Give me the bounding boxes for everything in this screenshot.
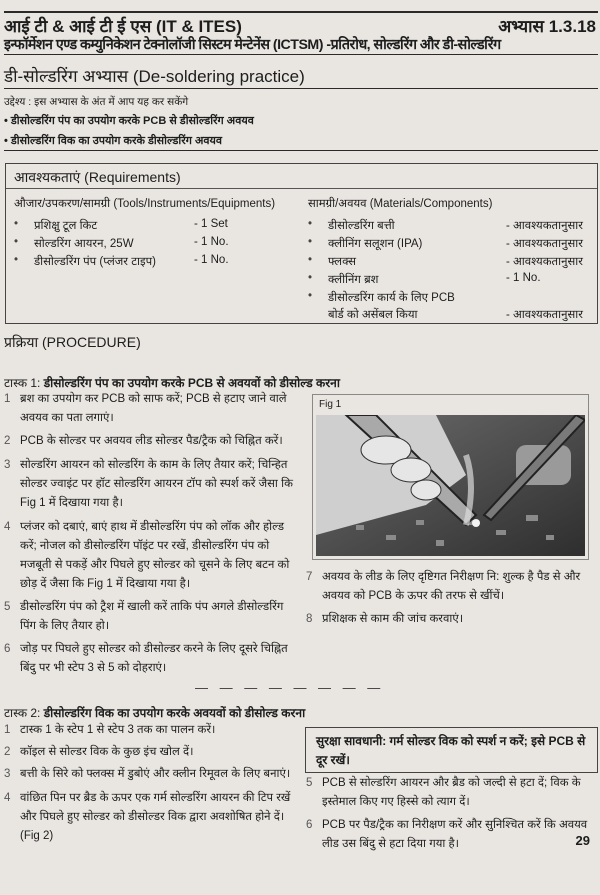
task2-step: 6 PCB पर पैड/ट्रैक का निरीक्षण करें और सुनिश्चित करें कि अवयव लीड उस बिंदु से हटा दिया गया है। <box>306 819 588 850</box>
task2-heading: टास्क 2: डीसोल्डरिंग विक का उपयोग करके अवयवों को डीसोल्ड करना <box>4 706 306 720</box>
procedure-heading: प्रक्रिया (PROCEDURE) <box>4 334 141 350</box>
tool-item: • प्रशिक्षु टूल किट - 1 Set <box>14 218 228 232</box>
task1-step: 7 अवयव के लीड के लिए दृष्टिगत निरीक्षण नि: शुल्क है पैड से और अवयव को PCB के ऊपर की तरफ से खींचें। <box>306 571 581 602</box>
material-item: • क्लीनिंग सलूशन (IPA) - आवश्यकतानुसार <box>308 236 583 250</box>
tool-item: • सोल्डरिंग आयरन, 25W - 1 No. <box>14 236 229 250</box>
figure-1 <box>312 394 589 560</box>
material-item: • फ्लक्स - आवश्यकतानुसार <box>308 254 583 268</box>
material-item: • क्लीनिंग ब्रश - 1 No. <box>308 272 541 286</box>
divider <box>6 188 597 189</box>
top-rule <box>4 11 598 13</box>
rule <box>4 88 598 89</box>
material-item-cont: बोर्ड को असेंबल किया - आवश्यकतानुसार <box>328 309 583 321</box>
task2-step: 5 PCB से सोल्डरिंग आयरन और ब्रैड को जल्दी से हटा दें; विक के इस्तेमाल किए गए हिस्से को त्याग दें। <box>306 777 581 808</box>
objectives-intro: उद्देश्य : इस अभ्यास के अंत में आप यह कर सकेंगे <box>4 96 189 108</box>
task1-heading: टास्क 1: डीसोल्डरिंग पंप का उपयोग करके PCB से अवयवों को डीसोल्ड करना <box>4 376 340 390</box>
section-separator: — — — — — — — — <box>195 680 385 695</box>
tools-heading: औजार/उपकरण/सामग्री (Tools/Instruments/Equipments) <box>14 198 276 210</box>
figure-label: Fig 1 <box>319 399 342 410</box>
task2-step: 2 कॉइल से सोल्डर विक के कुछ इंच खोल दें। <box>4 746 194 758</box>
task1-step: 4 प्लंजर को दबाएं, बाएं हाथ में डीसोल्डरिंग पंप को लॉक और होल्ड करें; नोजल को डीसोल्डरिंग पॉइंट पर रखें, डीसोल्डरिंग पंप को मजबूती से पकड़ें और पिघले हुए सोल्डर को चूसने के लिए बटन को छोड़ दें जैसा कि Fig 1 में दिखाया गया है। <box>4 521 290 590</box>
material-item: • डीसोल्डरिंग बत्ती - आवश्यकतानुसार <box>308 218 583 232</box>
materials-heading: सामग्री/अवयव (Materials/Components) <box>308 198 493 210</box>
desoldering-photo <box>316 415 585 556</box>
safety-warning-text: सुरक्षा सावधानी: गर्म सोल्डर विक को स्पर्श न करें; इसे PCB से दूर रखें। <box>316 734 586 767</box>
task1-step: 6 जोड़ पर पिघले हुए सोल्डर को डीसोल्डर करने के लिए दूसरे चिह्नित बिंदु पर भी स्टेप 3 से 5 को दोहराएं। <box>4 643 288 674</box>
module-subtitle: इन्फॉर्मेशन एण्ड कम्युनिकेशन टेक्नोलॉजी सिस्टम मेन्टेनेंस (ICTSM) -प्रतिरोध, सोल्डरिंग और डी-सोल्डरिंग <box>4 37 501 53</box>
safety-warning-box <box>305 727 598 773</box>
task2-step: 1 टास्क 1 के स्टेप 1 से स्टेप 3 तक का पालन करें। <box>4 724 216 736</box>
material-item: • डीसोल्डरिंग कार्य के लिए PCB <box>308 290 455 304</box>
task2-step: 3 बत्ती के सिरे को फ्लक्स में डुबोएं और क्लीन रिमूवल के लिए बनाएं। <box>4 768 291 780</box>
course-title: आई टी & आई टी ई एस (IT & ITES) <box>4 17 242 36</box>
page-number: 29 <box>575 833 590 848</box>
task1-step: 5 डीसोल्डरिंग पंप को ट्रैश में खाली करें ताकि पंप अगले डीसोल्डरिंग पिंग के लिए तैयार हो। <box>4 601 284 632</box>
task1-step: 8 प्रशिक्षक से काम की जांच करवाएं। <box>306 613 464 625</box>
task1-step: 3 सोल्डरिंग आयरन को सोल्डरिंग के काम के लिए तैयार करें; चिन्हित सोल्डर ज्वाइंट पर हॉट सोल्डरिंग आयरन टॉप को स्पर्श करें जैसा कि Fig 1 में दिखाया गया है। <box>4 459 293 509</box>
task2-step: 4 वांछित पिन पर ब्रैड के ऊपर एक गर्म सोल्डरिंग आयरन की टिप रखें और पिघले हुए सोल्डर को डीसोल्डर विक द्वारा अवशोषित होने दें। (Fig 2) <box>4 792 291 842</box>
requirements-heading: आवश्यकताएं (Requirements) <box>14 169 181 185</box>
exercise-number: अभ्यास 1.3.18 <box>498 17 596 36</box>
task1-step: 1 ब्रश का उपयोग कर PCB को साफ करें; PCB से हटाए जाने वाले अवयव का पता लगाएं। <box>4 393 287 424</box>
objective-item: • डीसोल्डरिंग विक का उपयोग करके डीसोल्डरिंग अवयव <box>4 135 222 147</box>
objective-text: डीसोल्डरिंग विक का उपयोग करके डीसोल्डरिंग अवयव <box>10 135 222 147</box>
task1-step: 2 PCB के सोल्डर पर अवयव लीड सोल्डर पैड/ट्रैक को चिह्नित करें। <box>4 435 283 447</box>
rule <box>4 150 598 151</box>
objective-item: • डीसोल्डरिंग पंप का उपयोग करके PCB से डीसोल्डरिंग अवयव <box>4 115 254 127</box>
objective-text: डीसोल्डरिंग पंप का उपयोग करके PCB से डीसोल्डरिंग अवयव <box>10 115 254 127</box>
rule <box>4 54 598 55</box>
page-title: डी-सोल्डरिंग अभ्यास (De-soldering practice) <box>4 67 305 86</box>
requirements-box <box>5 163 598 324</box>
tool-item: • डीसोल्डरिंग पंप (प्लंजर टाइप) - 1 No. <box>14 254 229 268</box>
